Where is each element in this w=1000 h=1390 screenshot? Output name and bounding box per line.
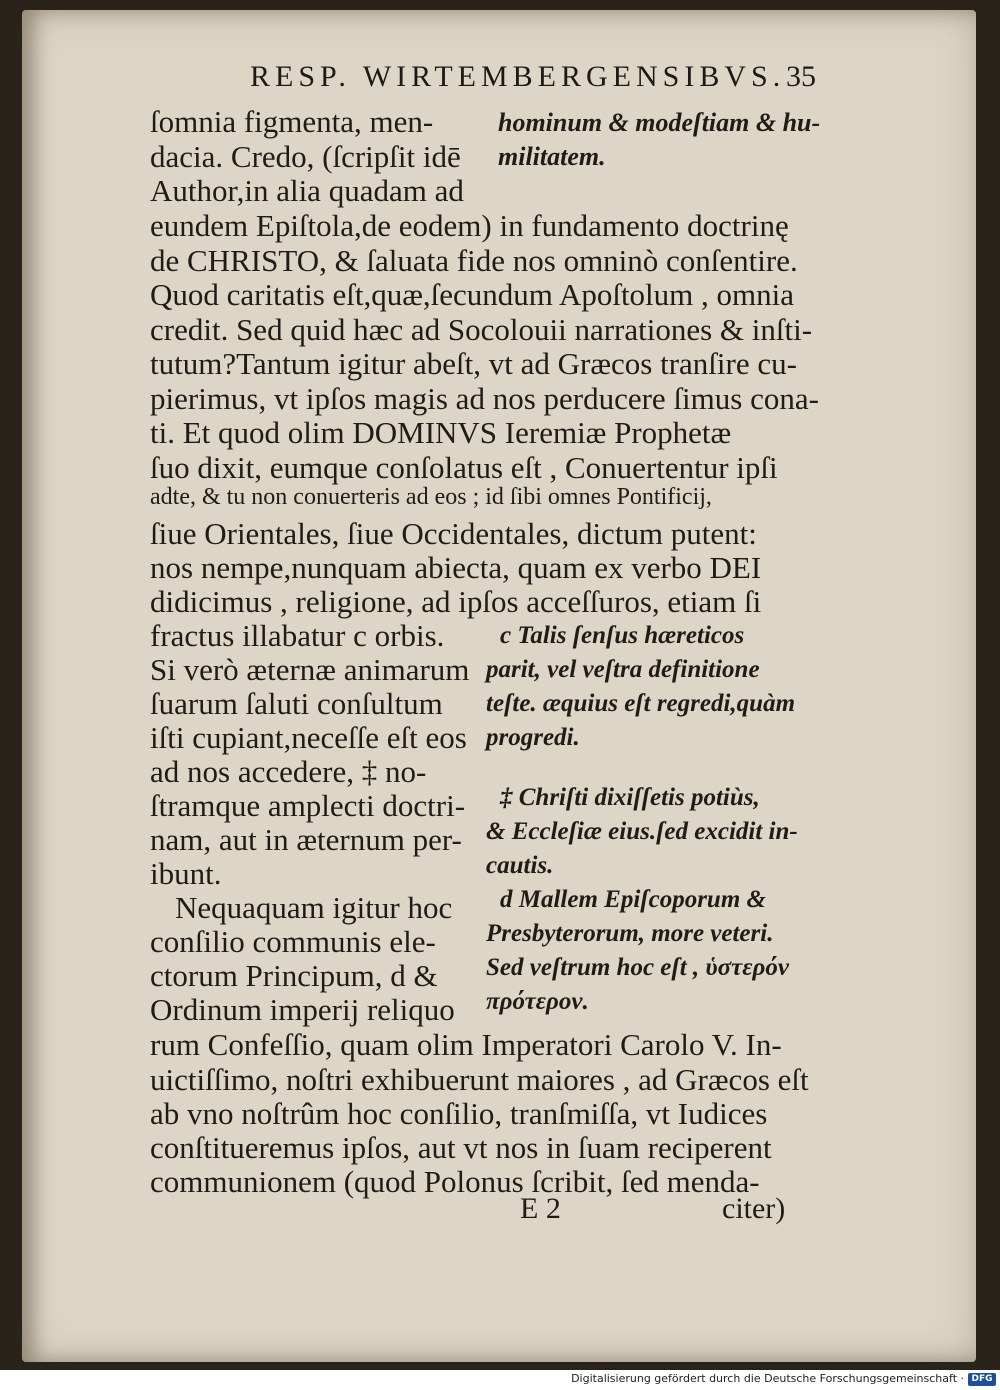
body-line: uictiſſimo, noſtri exhibuerunt maiores , ad Græcos eſt bbox=[150, 1062, 809, 1097]
body-line: Author,in alia quadam ad bbox=[150, 173, 464, 208]
body-line: de CHRISTO, & ſaluata fide nos omninò conſentire. bbox=[150, 243, 798, 278]
side-note-line: progredi. bbox=[486, 724, 580, 751]
catchword: citer) bbox=[722, 1192, 786, 1225]
body-line: didicimus , religione, ad ipſos acceſſuros, etiam ſi bbox=[150, 584, 762, 619]
side-note-line: πρότερον. bbox=[486, 988, 589, 1015]
body-line: Si verò æternæ animarum bbox=[150, 652, 470, 687]
page-number: 35 bbox=[786, 60, 816, 93]
body-line: iſti cupiant,neceſſe eſt eos bbox=[150, 720, 467, 755]
dfg-logo-icon: DFG bbox=[968, 1373, 996, 1386]
body-line: ſuarum ſaluti conſultum bbox=[150, 686, 443, 721]
body-line: conſilio communis ele- bbox=[150, 924, 436, 959]
body-line: ab vno noſtrûm hoc conſilio, tranſmiſſa, vt Iudices bbox=[150, 1096, 768, 1131]
body-line: ibunt. bbox=[150, 856, 222, 891]
side-note-line: militatem. bbox=[498, 142, 606, 171]
body-line: pierimus, vt ipſos magis ad nos perducere ſimus cona- bbox=[150, 381, 819, 416]
side-note-line: d Mallem Epiſcoporum & bbox=[500, 886, 766, 913]
body-line: ad nos accedere, ‡ no- bbox=[150, 754, 427, 789]
side-note-line: Sed veſtrum hoc eſt , ὑστερόν bbox=[486, 954, 789, 981]
body-line: nam, aut in æternum per- bbox=[150, 822, 462, 857]
body-line: ſuo dixit, eumque conſolatus eſt , Conuertentur ipſi bbox=[150, 450, 778, 485]
credit-text: Digitalisierung gefördert durch die Deutsche Forschungsgemeinschaft · bbox=[571, 1372, 964, 1385]
body-line: Quod caritatis eſt,quæ,ſecundum Apoſtolum , omnia bbox=[150, 277, 795, 312]
side-note-line: cautis. bbox=[486, 852, 554, 879]
body-line: ſomnia figmenta, men- bbox=[150, 104, 434, 139]
body-line: nos nempe,nunquam abiecta, quam ex verbo DEI bbox=[150, 550, 762, 585]
body-line: communionem (quod Polonus ſcribit, ſed menda- bbox=[150, 1164, 760, 1199]
side-note-line: hominum & modeſtiam & hu- bbox=[498, 108, 821, 137]
side-note-line: c Talis ſenſus hæreticos bbox=[500, 622, 745, 649]
body-line: Ordinum imperij reliquo bbox=[150, 992, 455, 1027]
body-line: credit. Sed quid hæc ad Socolouii narrationes & inſti- bbox=[150, 312, 813, 347]
body-line: eundem Epiſtola,de eodem) in fundamento doctrinę bbox=[150, 208, 789, 243]
credit-bar bbox=[0, 1370, 1000, 1390]
body-line: ti. Et quod olim DOMINVS Ieremiæ Prophetæ bbox=[150, 415, 732, 450]
body-line: ſtramque amplecti doctri- bbox=[150, 788, 466, 823]
running-title: RESP. WIRTEMBERGENSIBVS. bbox=[250, 60, 786, 93]
body-line: adte, & tu non conuerteris ad eos ; id ſibi omnes Pontificij, bbox=[150, 484, 712, 510]
body-line: ſiue Orientales, ſiue Occidentales, dictum putent: bbox=[150, 516, 757, 551]
body-line: dacia. Credo, (ſcripſit idē bbox=[150, 139, 461, 174]
signature-mark: E 2 bbox=[520, 1192, 561, 1225]
body-line: fractus illabatur c orbis. bbox=[150, 618, 445, 653]
side-note-line: ‡ Chriſti dixiſſetis potiùs, bbox=[500, 784, 760, 811]
side-note-line: Presbyterorum, more veteri. bbox=[486, 920, 774, 947]
body-line: rum Confeſſio, quam olim Imperatori Carolo V. In- bbox=[150, 1027, 782, 1062]
side-note-line: teſte. æquius eſt regredi,quàm bbox=[486, 690, 796, 717]
side-note-line: parit, vel veſtra definitione bbox=[486, 656, 760, 683]
body-line: Nequaquam igitur hoc bbox=[175, 890, 453, 925]
body-line: ctorum Principum, d & bbox=[150, 958, 438, 993]
body-line: conſtitueremus ipſos, aut vt nos in ſuam reciperent bbox=[150, 1130, 772, 1165]
side-note-line: & Eccleſiæ eius.ſed excidit in- bbox=[486, 818, 798, 845]
body-line: tutum?Tantum igitur abeſt, vt ad Græcos tranſire cu- bbox=[150, 346, 797, 381]
